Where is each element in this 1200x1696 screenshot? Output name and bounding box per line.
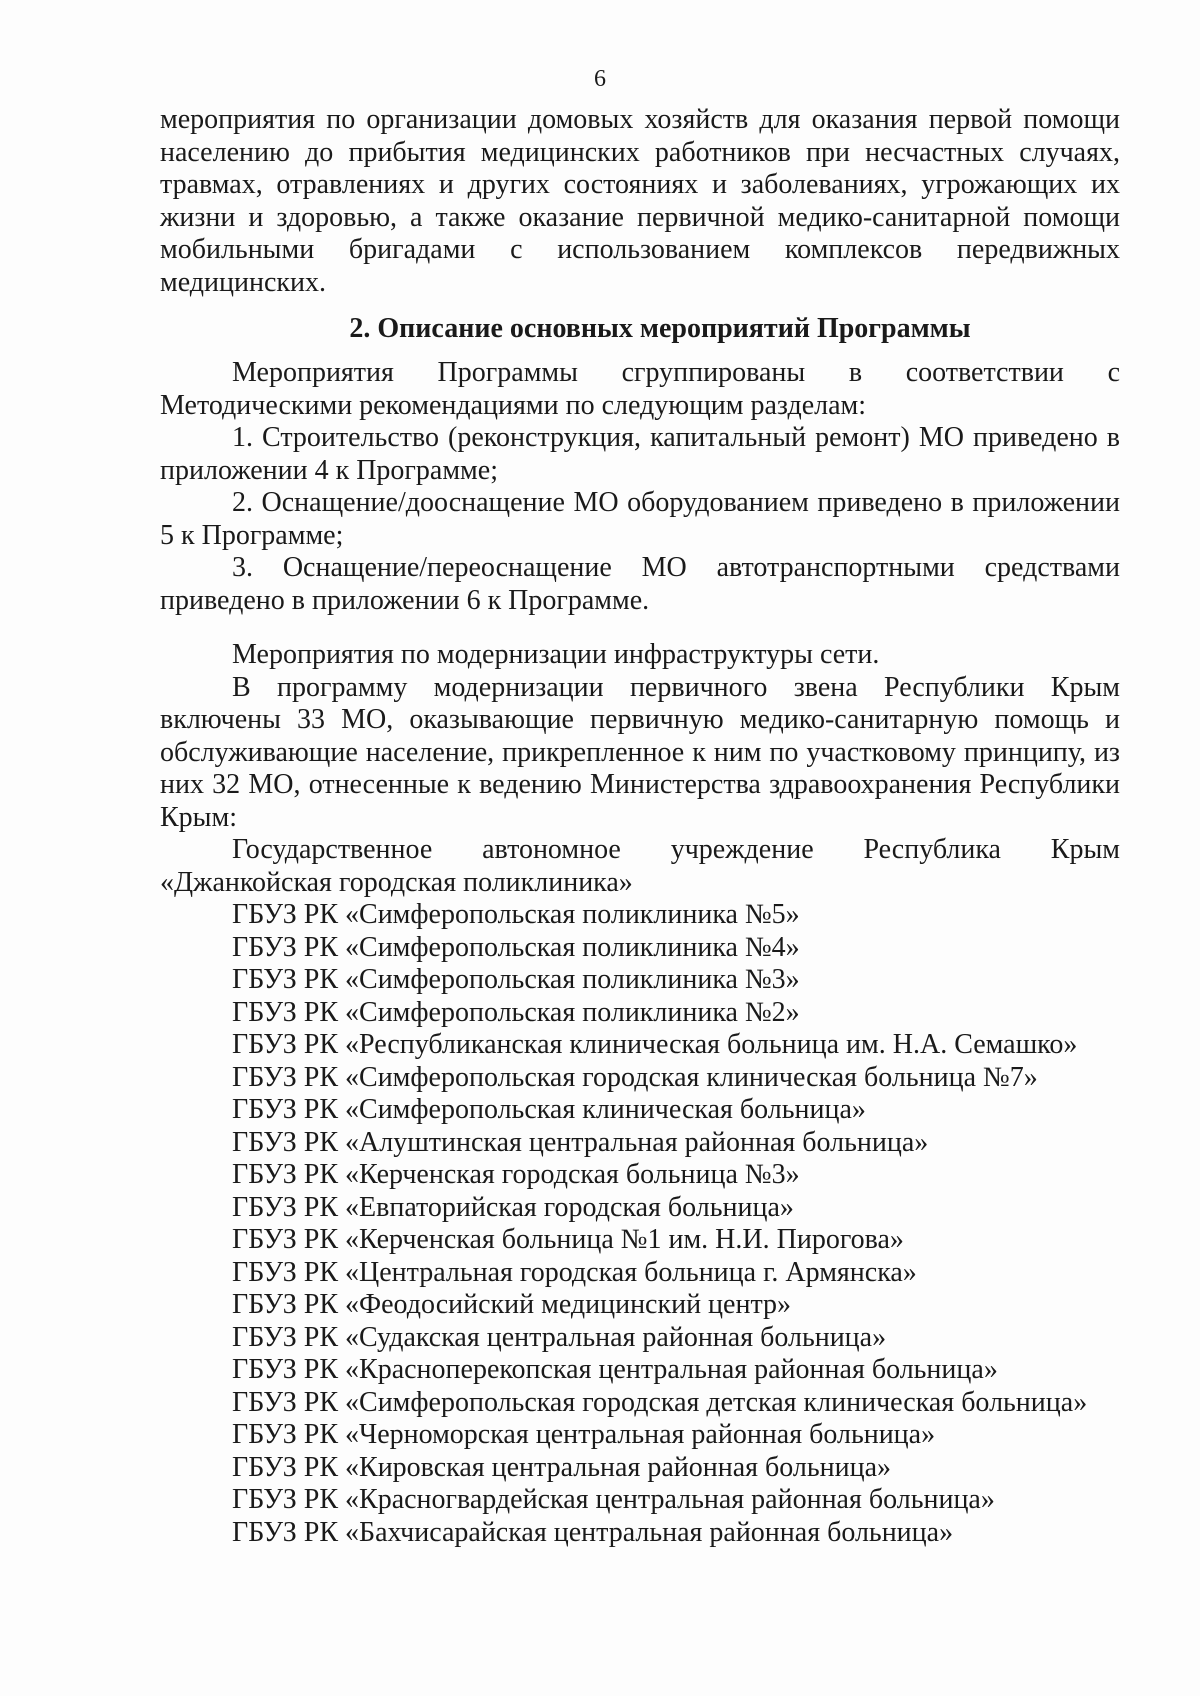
list-item: ГБУЗ РК «Евпаторийская городская больница»: [232, 1191, 794, 1223]
list-item: ГБУЗ РК «Симферопольская поликлиника №4»: [232, 931, 800, 963]
list-item: ГБУЗ РК «Красноперекопская центральная районная больница»: [232, 1354, 998, 1385]
list-item: ГБУЗ РК «Алуштинская центральная районная больница»: [232, 1126, 929, 1158]
list-item: ГБУЗ РК «Феодосийский медицинский центр»: [232, 1289, 792, 1320]
section-item-2: 2. Оснащение/дооснащение МО оборудованием приведено в приложении 5 к Программе;: [160, 487, 1120, 551]
list-item: ГБУЗ РК «Республиканская клиническая больница им. Н.А. Семашко»: [232, 1029, 1078, 1060]
list-item: ГБУЗ РК «Симферопольская городская детская клиническая больница»: [232, 1386, 1088, 1418]
first-institution: Государственное автономное учреждение Республика Крым «Джанкойская городская поликлиника»: [160, 834, 1120, 898]
list-item: ГБУЗ РК «Симферопольская клиническая больница»: [232, 1094, 866, 1125]
grouping-paragraph: Мероприятия Программы сгруппированы в соответствии с Методическими рекомендациями по следующим разделам:: [160, 357, 1120, 421]
list-item: ГБУЗ РК «Бахчисарайская центральная районная больница»: [232, 1516, 954, 1548]
section-item-1: 1. Строительство (реконструкция, капитальный ремонт) МО приведено в приложении 4 к Программе;: [160, 422, 1120, 486]
list-item: ГБУЗ РК «Красногвардейская центральная районная больница»: [232, 1484, 995, 1515]
list-item: ГБУЗ РК «Керченская городская больница №3»: [232, 1159, 800, 1190]
modernization-paragraph: В программу модернизации первичного звена Республики Крым включены 33 МО, оказывающие первичную медико-санитарную помощь и обслуживающие население, прикрепленное к ним по участковому принципу, из них 32 МО, отнесенные к ведению Министерства здравоохранения Республики Крым:: [160, 671, 1120, 833]
intro-paragraph: мероприятия по организации домовых хозяйств для оказания первой помощи населению до прибытия медицинских работников при несчастных случаях, травмах, отравлениях и других состояниях и заболеваниях, угрожающих их жизни и здоровью, а также оказание первичной медико-санитарной помощи мобильными бригадами с использованием комплексов передвижных медицинских.: [160, 104, 1120, 298]
list-item: ГБУЗ РК «Керченская больница №1 им. Н.И. Пирогова»: [232, 1224, 904, 1255]
list-item: ГБУЗ РК «Кировская центральная районная больница»: [232, 1451, 892, 1483]
list-item: ГБУЗ РК «Центральная городская больница г. Армянска»: [232, 1256, 917, 1288]
list-item: ГБУЗ РК «Симферопольская городская клиническая больница №7»: [232, 1061, 1038, 1093]
institution-list: [160, 899, 1120, 1549]
list-item: ГБУЗ РК «Симферопольская поликлиника №2»: [232, 996, 800, 1028]
list-item: ГБУЗ РК «Симферопольская поликлиника №5»: [232, 899, 800, 930]
section-item-3: 3. Оснащение/переоснащение МО автотранспортными средствами приведено в приложении 6 к Программе.: [160, 552, 1120, 616]
page-number: 6: [594, 66, 606, 92]
list-item: ГБУЗ РК «Симферопольская поликлиника №3»: [232, 964, 800, 995]
section-heading: 2. Описание основных мероприятий Программы: [349, 313, 971, 344]
modernization-title: Мероприятия по модернизации инфраструктуры сети.: [232, 639, 880, 670]
list-item: ГБУЗ РК «Черноморская центральная районная больница»: [232, 1419, 936, 1450]
paragraph-gap: [160, 617, 1120, 639]
list-item: ГБУЗ РК «Судакская центральная районная больница»: [232, 1321, 887, 1353]
document-body: [160, 104, 1120, 1549]
